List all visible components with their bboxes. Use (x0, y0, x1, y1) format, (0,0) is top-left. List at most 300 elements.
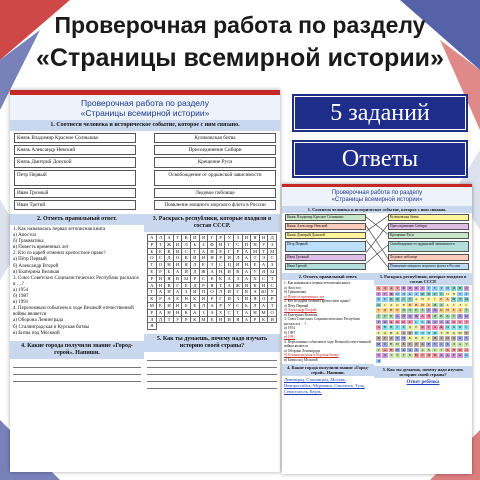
grid-cell: Й (401, 314, 407, 320)
grid-cell: Н (182, 296, 191, 303)
grid-cell: О (157, 262, 166, 269)
grid-cell: Л (414, 342, 420, 348)
task2-item: в) Битва под Москвой (13, 330, 60, 336)
answer-task3-heading: 3. Раскрась республики, которые входили в состав СССР. (374, 273, 472, 285)
task3-heading: 3. Раскрась республики, которые входили в состав СССР. (144, 214, 280, 232)
task2-item: б) 1987 (13, 294, 29, 300)
letter-grid (147, 234, 277, 330)
grid-cell: А (157, 289, 166, 296)
grid-cell: С (225, 310, 234, 317)
grid-cell: И (200, 296, 209, 303)
grid-cell: О (174, 255, 183, 262)
event-item: Присоединение Сибири (388, 223, 469, 230)
grid-cell: Н (200, 255, 209, 262)
grid-cell: Ы (401, 320, 407, 326)
task2-item: в) Екатерина Великая (13, 269, 60, 275)
grid-cell: А (389, 336, 395, 342)
grid-cell: М (268, 249, 277, 256)
answer-task2-list (284, 281, 372, 362)
grid-cell: Ц (432, 308, 438, 314)
grid-cell: Ы (464, 314, 470, 320)
cities-answer: Ленинград, Сталинград, Москва, Новороссийск, Мурманск, Смоленск, Тула, Севастополь, Керчь. (284, 377, 365, 394)
task2-item: б) Грамматика (284, 290, 306, 294)
task2-item: в) Повесть временных лет (13, 245, 69, 251)
grid-cell: Н (174, 310, 183, 317)
grid-cell: И (225, 317, 234, 324)
grid-cell: Н (389, 342, 395, 348)
grid-cell: Н (165, 289, 174, 296)
grid-cell: Н (401, 336, 407, 342)
task5-heading: 5. Как ты думаешь, почему надо изучать историю своей страны? (144, 334, 280, 352)
grid-cell: Я (200, 235, 209, 242)
grid-cell: Я (401, 308, 407, 314)
person-item: Князь Александр Невский (14, 145, 136, 155)
task2-list (13, 227, 141, 337)
grid-cell: А (457, 342, 463, 348)
grid-cell: А (432, 325, 438, 331)
grid-cell: Р (234, 249, 243, 256)
grid-cell: Е (382, 342, 388, 348)
grid-cell: Е (395, 336, 401, 342)
grid-cell: З (200, 242, 209, 249)
grid-cell: Т (208, 262, 217, 269)
grid-cell: Д (165, 255, 174, 262)
grid-cell: О (376, 303, 382, 309)
grid-cell: Т (217, 283, 226, 290)
answer-line[interactable] (147, 375, 277, 382)
task4-heading: 4. Какие города получили звание «Город-герой». Напиши. (10, 341, 144, 359)
grid-cell: И (395, 292, 401, 298)
grid-cell: В (243, 289, 252, 296)
grid-cell: Э (260, 255, 269, 262)
grid-cell: Н (251, 310, 260, 317)
task1-pairs (10, 131, 280, 214)
grid-cell: Р (148, 276, 157, 283)
grid-cell: Г (432, 292, 438, 298)
grid-cell: У (225, 303, 234, 310)
event-item: Появление мощного морского флота в России (388, 263, 469, 270)
grid-cell: К (407, 353, 413, 359)
event-item: Освобождение от ордынской зависимости (388, 241, 469, 252)
grid-cell: К (457, 353, 463, 359)
person-item: Князь Александр Невский (285, 223, 366, 230)
grid-cell: Т (268, 276, 277, 283)
grid-cell: А (243, 317, 252, 324)
grid-cell: Д (382, 353, 388, 359)
child-answer-link[interactable]: Ответ ребёнка (406, 380, 440, 386)
grid-cell: И (157, 276, 166, 283)
grid-cell: Ь (445, 342, 451, 348)
grid-cell: У (432, 342, 438, 348)
grid-cell: Т (376, 308, 382, 314)
task2-item: в) Повесть временных лет (284, 294, 325, 299)
grid-cell: Э (457, 303, 463, 309)
grid-cell: И (445, 336, 451, 342)
grid-cell: И (225, 296, 234, 303)
grid-cell: Л (182, 242, 191, 249)
grid-cell: Е (174, 296, 183, 303)
grid-cell: Т (426, 325, 432, 331)
person-item: Князь Владимир Красное Солнышко (14, 133, 136, 143)
grid-cell: А (191, 310, 200, 317)
grid-cell: У (260, 242, 269, 249)
grid-cell: А (200, 249, 209, 256)
grid-cell: Т (191, 249, 200, 256)
grid-cell: Е (420, 320, 426, 326)
grid-cell: А (148, 283, 157, 290)
grid-cell: Л (426, 331, 432, 337)
grid-cell: И (191, 235, 200, 242)
grid-cell: А (420, 348, 426, 354)
grid-cell: Т (420, 308, 426, 314)
grid-cell: Л (217, 289, 226, 296)
grid-cell: Р (426, 342, 432, 348)
grid-cell: О (420, 331, 426, 337)
task2-item: а) 1954 (284, 326, 295, 330)
grid-cell: Д (157, 317, 166, 324)
grid-cell: И (243, 296, 252, 303)
grid-cell: А (165, 235, 174, 242)
grid-cell: И (420, 303, 426, 309)
grid-cell: С (457, 320, 463, 326)
grid-cell: Р (208, 296, 217, 303)
grid-cell: Я (389, 320, 395, 326)
grid-cell: Т (268, 303, 277, 310)
grid-cell: С (260, 276, 269, 283)
grid-cell: З (464, 292, 470, 298)
grid-cell: З (234, 276, 243, 283)
grid-cell: Л (157, 235, 166, 242)
grid-cell: В (234, 269, 243, 276)
colored-letter-grid (376, 286, 470, 364)
grid-cell: Н (420, 297, 426, 303)
grid-cell: Е (157, 303, 166, 310)
grid-cell: Л (376, 353, 382, 359)
answer-line[interactable] (13, 368, 141, 375)
grid-cell: А (376, 325, 382, 331)
grid-cell: Т (376, 331, 382, 337)
grid-cell: Г (426, 336, 432, 342)
grid-cell: Л (451, 342, 457, 348)
grid-cell: Я (457, 314, 463, 320)
answer-task3-column (374, 273, 472, 395)
grid-cell: Е (451, 308, 457, 314)
grid-cell: З (439, 286, 445, 292)
grid-cell: А (432, 320, 438, 326)
grid-cell: Е (148, 269, 157, 276)
grid-cell: У (268, 289, 277, 296)
grid-cell: Р (182, 317, 191, 324)
grid-cell: А (243, 269, 252, 276)
grid-cell: С (439, 342, 445, 348)
grid-cell: Р (407, 320, 413, 326)
grid-cell: А (243, 310, 252, 317)
grid-cell: В (439, 314, 445, 320)
person-item: Князь Владимир Красное Солнышко (285, 214, 366, 221)
grid-cell: Р (268, 296, 277, 303)
grid-cell: Н (165, 303, 174, 310)
grid-cell: Е (191, 303, 200, 310)
grid-cell: Т (464, 342, 470, 348)
grid-cell: И (225, 255, 234, 262)
grid-cell: И (382, 320, 388, 326)
answer-line[interactable] (147, 382, 277, 389)
grid-cell: В (401, 286, 407, 292)
grid-cell: М (451, 297, 457, 303)
grid-cell: Г (225, 242, 234, 249)
task2-item: 4. Переломным событием в ходе Великой отечественной войны является (13, 306, 134, 318)
grid-cell: А (260, 303, 269, 310)
grid-cell: И (395, 297, 401, 303)
grid-cell: Е (182, 283, 191, 290)
grid-cell: Л (191, 262, 200, 269)
grid-cell: С (464, 303, 470, 309)
grid-cell: У (395, 353, 401, 359)
person-item: Петр Первый (14, 170, 136, 186)
grid-cell: Н (389, 331, 395, 337)
grid-cell: У (457, 292, 463, 298)
grid-cell: А (414, 297, 420, 303)
grid-cell: Н (157, 283, 166, 290)
answer-header (282, 187, 472, 206)
grid-cell: Ж (439, 325, 445, 331)
grid-cell: Н (243, 262, 252, 269)
grid-cell: З (268, 242, 277, 249)
grid-cell: Т (439, 348, 445, 354)
grid-cell: Н (389, 308, 395, 314)
grid-cell: Т (395, 286, 401, 292)
grid-cell: З (414, 292, 420, 298)
grid-cell: В (182, 255, 191, 262)
grid-cell: Е (426, 297, 432, 303)
answer-line[interactable] (147, 354, 277, 361)
task2-item: а) Оборона Ленинграда (13, 318, 64, 324)
grid-cell: Б (401, 342, 407, 348)
grid-cell: З (464, 308, 470, 314)
grid-cell: В (401, 303, 407, 309)
grid-cell: А (382, 348, 388, 354)
grid-cell: Н (217, 269, 226, 276)
event-item: Крещение Руси (154, 157, 276, 167)
grid-cell: Б (165, 269, 174, 276)
grid-cell: А (243, 276, 252, 283)
task2-heading: 2. Отметь правильный ответ. (10, 214, 144, 225)
grid-cell: М (260, 310, 269, 317)
grid-cell: К (165, 249, 174, 256)
task2-item: 1. Как называлась первая летописная книга (284, 281, 351, 285)
grid-cell: Р (414, 325, 420, 331)
page-title-line2: «Страницы всемирной истории» (36, 44, 444, 72)
grid-cell: Г (395, 325, 401, 331)
grid-cell: З (268, 262, 277, 269)
grid-cell: Ф (208, 242, 217, 249)
answer-sheet (282, 184, 472, 474)
grid-cell: Х (217, 310, 226, 317)
grid-cell: Н (260, 235, 269, 242)
grid-cell: Р (382, 314, 388, 320)
grid-cell: Г (420, 286, 426, 292)
task2-item: в) 1991 (284, 335, 295, 339)
grid-cell: Ж (389, 292, 395, 298)
grid-cell: Е (401, 325, 407, 331)
grid-cell: Д (389, 303, 395, 309)
grid-cell: А (457, 308, 463, 314)
grid-cell: И (432, 353, 438, 359)
grid-cell: М (200, 317, 209, 324)
grid-cell: Д (464, 286, 470, 292)
grid-cell: А (445, 303, 451, 309)
answer-line[interactable] (147, 368, 277, 375)
grid-cell: Р (217, 255, 226, 262)
task2-item: а) Апостол (284, 285, 301, 290)
task2-item: б) Сталинградская и Курская битвы (284, 353, 339, 357)
grid-cell: Г (208, 235, 217, 242)
grid-cell: А (251, 289, 260, 296)
grid-cell: У (451, 314, 457, 320)
grid-cell: К (389, 297, 395, 303)
grid-cell: Т (165, 317, 174, 324)
grid-cell: Н (165, 262, 174, 269)
grid-cell: И (407, 286, 413, 292)
grid-cell: Н (426, 292, 432, 298)
person-item: Князь Дмитрий Донской (285, 232, 366, 239)
grid-cell: И (457, 325, 463, 331)
grid-cell: З (414, 348, 420, 354)
grid-cell: А (407, 348, 413, 354)
grid-cell: С (200, 276, 209, 283)
grid-cell: Н (165, 310, 174, 317)
grid-cell: Г (174, 283, 183, 290)
event-item: Появление мощного морского флота в России (154, 200, 276, 210)
grid-cell: И (191, 255, 200, 262)
grid-cell: Р (217, 235, 226, 242)
answer-line[interactable] (13, 361, 141, 368)
answer-line[interactable] (13, 375, 141, 382)
grid-cell: Н (457, 286, 463, 292)
grid-cell: Т (439, 331, 445, 337)
grid-cell: Е (157, 249, 166, 256)
grid-cell: Е (208, 276, 217, 283)
grid-cell: А (445, 320, 451, 326)
grid-cell: С (464, 325, 470, 331)
grid-cell: И (260, 283, 269, 290)
worksheet-title-2: «Страницы всемирной истории» (80, 108, 210, 118)
grid-cell: А (389, 286, 395, 292)
grid-cell: Н (251, 242, 260, 249)
grid-cell: Л (401, 292, 407, 298)
grid-cell: А (420, 314, 426, 320)
worksheet-header (10, 95, 280, 120)
grid-cell: Е (376, 314, 382, 320)
grid-cell: Б (148, 249, 157, 256)
answers-badge: Ответы (294, 142, 466, 176)
grid-cell: Х (251, 276, 260, 283)
grid-cell: У (174, 317, 183, 324)
grid-cell: Я (148, 323, 157, 330)
grid-cell: П (445, 292, 451, 298)
grid-cell: И (395, 342, 401, 348)
grid-cell: Ь (407, 292, 413, 298)
grid-cell: К (217, 276, 226, 283)
grid-cell: З (182, 289, 191, 296)
grid-cell: Я (414, 286, 420, 292)
grid-cell: М (414, 353, 420, 359)
task2-item: в) Екатерина Великая (284, 312, 318, 317)
grid-cell: Ы (182, 276, 191, 283)
grid-cell: А (376, 286, 382, 292)
grid-cell: А (157, 310, 166, 317)
lower-columns (10, 214, 280, 389)
grid-cell: А (148, 235, 157, 242)
grid-cell: А (165, 296, 174, 303)
grid-cell: И (208, 255, 217, 262)
grid-cell: С (439, 292, 445, 298)
grid-cell: Р (426, 303, 432, 309)
task2-item: 3. Союз Советских Социалистических Республик распался в …? (284, 317, 360, 326)
page-title-line1: Проверочная работа по разделу (54, 12, 426, 38)
grid-cell: Р (401, 353, 407, 359)
grid-cell: У (251, 269, 260, 276)
tasks-count-badge: 5 заданий (294, 96, 466, 130)
task2-item: а) Апостол (13, 233, 37, 239)
grid-cell: Н (217, 317, 226, 324)
grid-cell: Т (234, 289, 243, 296)
event-item: Ледовое побоище (388, 254, 469, 261)
person-item: Иван Грозный (285, 254, 366, 261)
grid-cell: К (251, 283, 260, 290)
grid-cell: И (395, 308, 401, 314)
grid-cell: Ь (243, 303, 252, 310)
grid-cell: А (395, 331, 401, 337)
grid-cell: Т (234, 310, 243, 317)
grid-cell: П (200, 289, 209, 296)
grid-cell: С (268, 283, 277, 290)
grid-cell: И (439, 308, 445, 314)
grid-cell: М (148, 303, 157, 310)
event-item: Освобождение от ордынской зависимости (154, 170, 276, 186)
grid-cell: Т (251, 255, 260, 262)
grid-cell: Р (251, 317, 260, 324)
grid-cell: А (445, 348, 451, 354)
grid-cell: Н (217, 242, 226, 249)
grid-cell: В (174, 276, 183, 283)
person-item: Иван Грозный (14, 188, 136, 198)
grid-cell: В (389, 325, 395, 331)
grid-cell: Т (148, 262, 157, 269)
grid-cell: К (376, 336, 382, 342)
person-item: Иван Третий (285, 263, 366, 270)
grid-cell: Н (451, 348, 457, 354)
grid-cell: Р (420, 336, 426, 342)
grid-cell: С (426, 308, 432, 314)
grid-cell: К (401, 348, 407, 354)
grid-cell: Я (260, 269, 269, 276)
worksheet (10, 90, 280, 472)
grid-cell: А (395, 314, 401, 320)
answer-line[interactable] (147, 361, 277, 368)
grid-cell: П (414, 331, 420, 337)
grid-cell: М (457, 348, 463, 354)
grid-cell: Я (451, 336, 457, 342)
grid-cell: А (445, 314, 451, 320)
grid-cell: З (401, 331, 407, 337)
grid-cell: Л (148, 317, 157, 324)
grid-cell: Б (376, 297, 382, 303)
grid-cell: Н (426, 314, 432, 320)
grid-cell: Д (268, 235, 277, 242)
event-item: Присоединение Сибири (154, 145, 276, 155)
grid-cell: В (182, 235, 191, 242)
